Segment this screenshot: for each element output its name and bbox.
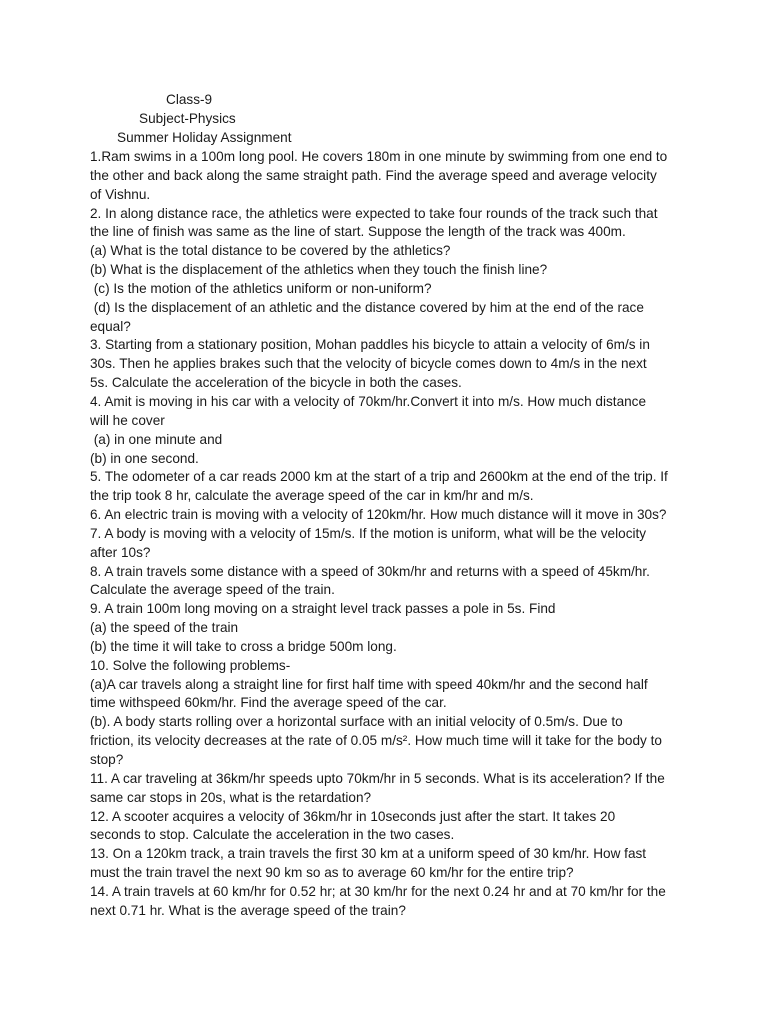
text-line: 10. Solve the following problems- [90, 657, 291, 673]
text-line: must the train travel the next 90 km so as to average 60 km/hr for the entire trip? [90, 865, 574, 881]
text-line: 5. The odometer of a car reads 2000 km at the start of a trip and 2600km at the end of the trip. If [90, 469, 668, 485]
text-line: 3. Starting from a stationary position, Mohan paddles his bicycle to attain a velocity of 6m/s in [90, 337, 650, 353]
text-line: 8. A train travels some distance with a speed of 30km/hr and returns with a speed of 45km/hr. [90, 563, 650, 579]
text-line: 12. A scooter acquires a velocity of 36km/hr in 10seconds just after the start. It takes 20 [90, 808, 616, 824]
text-line: 4. Amit is moving in his car with a velocity of 70km/hr.Convert it into m/s. How much distance [90, 393, 647, 409]
text-line: 6. An electric train is moving with a velocity of 120km/hr. How much distance will it move in 30s? [90, 507, 667, 523]
text-line: (a) the speed of the train [90, 620, 239, 636]
text-line: (c) Is the motion of the athletics uniform or non-uniform? [90, 280, 432, 296]
text-line: (b) What is the displacement of the athletics when they touch the finish line? [90, 262, 548, 278]
text-line: (a) What is the total distance to be covered by the athletics? [90, 243, 451, 259]
text-line: 1.Ram swims in a 100m long pool. He covers 180m in one minute by swimming from one end to [90, 149, 668, 164]
text-line: (a)A car travels along a straight line for first half time with speed 40km/hr and the second half [90, 676, 648, 692]
text-line: (b) in one second. [90, 450, 199, 466]
assignment-heading: Summer Holiday Assignment [117, 130, 292, 145]
text-line: next 0.71 hr. What is the average speed of the train? [90, 902, 406, 918]
class-heading: Class-9 [166, 92, 213, 107]
text-line: equal? [90, 318, 131, 334]
text-line: the line of finish was same as the line of start. Suppose the length of the track was 400m. [90, 224, 626, 240]
text-line: seconds to stop. Calculate the acceleration in the two cases. [90, 827, 455, 843]
text-line: of Vishnu. [90, 186, 151, 202]
text-line: (a) in one minute and [90, 431, 223, 447]
text-line: stop? [90, 752, 124, 767]
text-line: the trip took 8 hr, calculate the average speed of the car in km/hr and m/s. [90, 488, 534, 504]
text-line: the other and back along the same straight path. Find the average speed and average velocity [90, 167, 657, 183]
text-line: 11. A car traveling at 36km/hr speeds upto 70km/hr in 5 seconds. What is its acceleration? If the [90, 770, 665, 786]
assignment-questions [90, 148, 690, 921]
text-line: 30s. Then he applies brakes such that the velocity of bicycle comes down to 4m/s in the next [90, 356, 647, 372]
text-line: 5s. Calculate the acceleration of the bicycle in both the cases. [90, 375, 462, 391]
text-line: 2. In along distance race, the athletics were expected to take four rounds of the track such that [90, 205, 658, 221]
text-line: (d) Is the displacement of an athletic and the distance covered by him at the end of the race [90, 299, 644, 315]
text-line: (b). A body starts rolling over a horizontal surface with an initial velocity of 0.5m/s. Due to [90, 714, 623, 730]
text-line: 7. A body is moving with a velocity of 15m/s. If the motion is uniform, what will be the velocity [90, 525, 647, 541]
text-line: time withspeed 60km/hr. Find the average speed of the car. [90, 695, 447, 711]
subject-heading: Subject-Physics [139, 111, 236, 126]
text-line: 13. On a 120km track, a train travels the first 30 km at a uniform speed of 30 km/hr. How fast [90, 846, 647, 862]
text-line: Calculate the average speed of the train. [90, 582, 335, 598]
text-line: after 10s? [90, 544, 151, 560]
text-line: 9. A train 100m long moving on a straight level track passes a pole in 5s. Find [90, 601, 556, 617]
text-line: friction, its velocity decreases at the rate of 0.05 m/s². How much time will it take for the body to [90, 733, 662, 749]
text-line: same car stops in 20s, what is the retardation? [90, 789, 372, 805]
text-line: will he cover [90, 412, 165, 428]
text-line: (b) the time it will take to cross a bridge 500m long. [90, 638, 397, 654]
text-line: 14. A train travels at 60 km/hr for 0.52 hr; at 30 km/hr for the next 0.24 hr and at 70 km/hr for the [90, 883, 666, 899]
